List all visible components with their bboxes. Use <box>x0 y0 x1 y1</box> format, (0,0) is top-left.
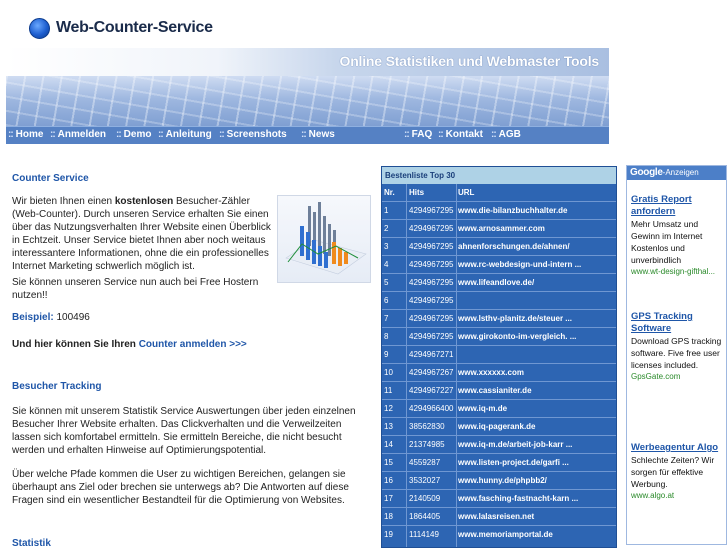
ad-text: Schlechte Zeiten? Wir sorgen für effektive Werbung. <box>631 455 715 489</box>
rank-cell: 1 <box>384 206 389 215</box>
rank-cell: 10 <box>384 368 393 377</box>
rank-cell: 5 <box>384 278 389 287</box>
url-link[interactable]: www.girokonto-im-vergleich. ... <box>458 332 577 341</box>
nav-anleitung[interactable]: :: Anleitung <box>158 129 212 140</box>
url-link[interactable]: www.iq-m.de <box>458 404 508 413</box>
rank-cell: 2 <box>384 224 389 233</box>
table-row <box>382 220 616 237</box>
url-link[interactable]: www.iq-pagerank.de <box>458 422 536 431</box>
hits-cell: 4294967227 <box>409 386 454 395</box>
ad-item <box>631 311 725 382</box>
url-link[interactable]: www.listen-project.de/garfi ... <box>458 458 569 467</box>
ad-title-link[interactable]: Werbeagentur Algo <box>631 442 719 453</box>
site-tagline: Online Statistiken und Webmaster Tools <box>339 53 599 69</box>
tracking-text-2: Über welche Pfade kommen die User zu wichtigen Bereichen, gelangen sie überhaupt ans Ziel oder brechen sie unterwegs ab? Die Antworten auf diese Fragen sind ein wesentlicher Bestandteil für die Optimierung von Websites. <box>12 469 349 506</box>
url-link[interactable]: www.memoriamportal.de <box>458 530 553 539</box>
hits-cell: 4294967295 <box>409 296 454 305</box>
table-row <box>382 238 616 255</box>
rank-cell: 6 <box>384 296 389 305</box>
ad-item <box>631 194 725 277</box>
bar-chart-icon <box>278 196 370 282</box>
ad-text: Mehr Umsatz und Gewinn im Internet Kostenlos und unverbindlich <box>631 219 703 265</box>
url-link[interactable]: www.hunny.de/phpbb2/ <box>458 476 547 485</box>
bar-chart-illustration <box>277 195 371 283</box>
url-link[interactable]: www.xxxxxx.com <box>458 368 524 377</box>
site-header <box>6 6 609 126</box>
nav-demo[interactable]: :: Demo <box>116 129 152 140</box>
table-row <box>382 454 616 471</box>
hits-cell: 4294967295 <box>409 224 454 233</box>
table-row <box>382 490 616 507</box>
hits-cell: 3532027 <box>409 476 441 485</box>
url-link[interactable]: www.lsthv-planitz.de/steuer ... <box>458 314 572 323</box>
nav-separator: :: <box>116 129 121 140</box>
table-row <box>382 274 616 291</box>
nav-kontakt[interactable]: :: Kontakt <box>438 129 483 140</box>
rank-cell: 19 <box>384 530 393 539</box>
url-link[interactable]: www.die-bilanzbuchhalter.de <box>458 206 568 215</box>
rank-cell: 17 <box>384 494 393 503</box>
rank-cell: 18 <box>384 512 393 521</box>
table-row <box>382 202 616 219</box>
hits-cell: 1864405 <box>409 512 441 521</box>
rank-cell: 3 <box>384 242 389 251</box>
table-row <box>382 400 616 417</box>
nav-separator: :: <box>8 129 13 140</box>
nav-faq[interactable]: :: FAQ <box>404 129 433 140</box>
ad-title-link[interactable]: GPS Tracking Software <box>631 311 693 334</box>
nav-anmelden[interactable]: :: Anmelden <box>50 129 107 140</box>
counter-intro-text: Wir bieten Ihnen einen kostenlosen Besucher-Zähler (Web-Counter). Durch unseren Service erhalten Sie einen über das Nutzungsverhalten Ihrer Website einen Überblick in Echtzeit. Unser Service bietet Ihnen aber noch weitaus interessantere Informationen, ohne die ein professionelles Internet Marketing schwerlich möglich ist. <box>12 196 271 272</box>
counter-anmelden-link[interactable]: Counter anmelden >>> <box>138 339 247 350</box>
rank-cell: 7 <box>384 314 389 323</box>
hits-cell: 1114149 <box>409 530 439 539</box>
table-row <box>382 526 616 543</box>
rank-cell: 15 <box>384 458 393 467</box>
free-hoster-text: Sie können unseren Service nun auch bei Free Hostern nutzen!! <box>12 277 259 301</box>
nav-separator: :: <box>301 129 306 140</box>
hits-cell: 4559287 <box>409 458 441 467</box>
tracking-title: Besucher Tracking <box>12 381 102 392</box>
ad-text: Download GPS tracking software. Five free user licenses included. <box>631 336 722 370</box>
main-nav <box>6 126 609 144</box>
top30-table <box>381 166 617 548</box>
nav-separator: :: <box>219 129 224 140</box>
hits-cell: 2140509 <box>409 494 441 503</box>
statistik-title: Statistik <box>12 538 51 549</box>
nav-screenshots[interactable]: :: Screenshots <box>219 129 287 140</box>
table-row <box>382 310 616 327</box>
table-row <box>382 292 616 309</box>
table-row <box>382 436 616 453</box>
table-row <box>382 256 616 273</box>
hits-cell: 4294967295 <box>409 314 454 323</box>
rank-cell: 14 <box>384 440 393 449</box>
top30-title: Bestenliste Top 30 <box>382 167 616 184</box>
keyboard-banner-image <box>6 76 609 126</box>
hits-cell: 4294967295 <box>409 278 454 287</box>
table-row <box>382 472 616 489</box>
url-link[interactable]: www.fasching-fastnacht-karn ... <box>458 494 579 503</box>
counter-signup-line: Und hier können Sie Ihren Counter anmelden >>> <box>12 339 247 350</box>
rank-cell: 16 <box>384 476 393 485</box>
nav-separator: :: <box>50 129 55 140</box>
url-link[interactable]: www.cassianiter.de <box>458 386 532 395</box>
url-link[interactable]: ahnenforschungen.de/ahnen/ <box>458 242 570 251</box>
table-row <box>382 382 616 399</box>
rank-cell: 13 <box>384 422 393 431</box>
logo-bar <box>6 6 609 48</box>
url-link[interactable]: www.lalasreisen.net <box>458 512 535 521</box>
url-link[interactable]: www.rc-webdesign-und-intern ... <box>458 260 582 269</box>
hits-cell: 4294967295 <box>409 332 454 341</box>
google-logo: Google <box>630 167 663 178</box>
ad-item <box>631 442 725 501</box>
url-link[interactable]: www.iq-m.de/arbeit-job-karr ... <box>458 440 573 449</box>
rank-cell: 4 <box>384 260 389 269</box>
counter-service-title: Counter Service <box>12 173 89 184</box>
table-row <box>382 418 616 435</box>
nav-separator: :: <box>491 129 496 140</box>
ads-header[interactable]: Google-Anzeigen <box>627 166 726 180</box>
url-link[interactable]: www.arnosammer.com <box>458 224 545 233</box>
hits-cell: 38562830 <box>409 422 445 431</box>
ad-url-link[interactable]: www.wt-design-gifthal... <box>631 267 716 276</box>
url-link[interactable]: www.lifeandlove.de/ <box>458 278 535 287</box>
nav-separator: :: <box>404 129 409 140</box>
ad-url-link[interactable]: GpsGate.com <box>631 372 681 381</box>
tracking-text-1: Sie können mit unserem Statistik Service Auswertungen über jeden einzelnen Besucher Ihrer Website erhalten. Das Clickverhalten und die Verweilzeiten lassen sich komfortabel ermitteln. Sie ermitteln Bereiche, die nicht besucht werden und erhalten Hinweise auf Optimierungspotential. <box>12 406 356 456</box>
nav-news[interactable]: :: News <box>301 129 335 140</box>
hits-cell: 4294967295 <box>409 206 454 215</box>
hits-cell: 4294967267 <box>409 368 454 377</box>
example-counter: Beispiel: 100496 <box>12 312 90 323</box>
rank-cell: 9 <box>384 350 389 359</box>
hits-cell: 4294967271 <box>409 350 454 359</box>
hits-cell: 4294966400 <box>409 404 454 413</box>
hits-cell: 21374985 <box>409 440 445 449</box>
hits-cell: 4294967295 <box>409 260 454 269</box>
hits-cell: 4294967295 <box>409 242 454 251</box>
table-row <box>382 364 616 381</box>
table-row <box>382 346 616 363</box>
google-ads <box>626 165 727 545</box>
rank-cell: 12 <box>384 404 393 413</box>
rank-cell: 11 <box>384 386 393 395</box>
nav-agb[interactable]: :: AGB <box>491 129 521 140</box>
logo-circle-icon <box>29 18 50 39</box>
site-logo[interactable]: Web-Counter-Service <box>56 19 213 36</box>
table-row <box>382 508 616 525</box>
ad-url-link[interactable]: www.algo.at <box>631 491 675 500</box>
nav-separator: :: <box>438 129 443 140</box>
top30-header-row: Nr. Hits URL <box>382 184 616 201</box>
nav-home[interactable]: :: Home <box>8 129 44 140</box>
ad-title-link[interactable]: Gratis Report anfordern <box>631 194 692 217</box>
nav-separator: :: <box>158 129 163 140</box>
table-row <box>382 328 616 345</box>
rank-cell: 8 <box>384 332 389 341</box>
